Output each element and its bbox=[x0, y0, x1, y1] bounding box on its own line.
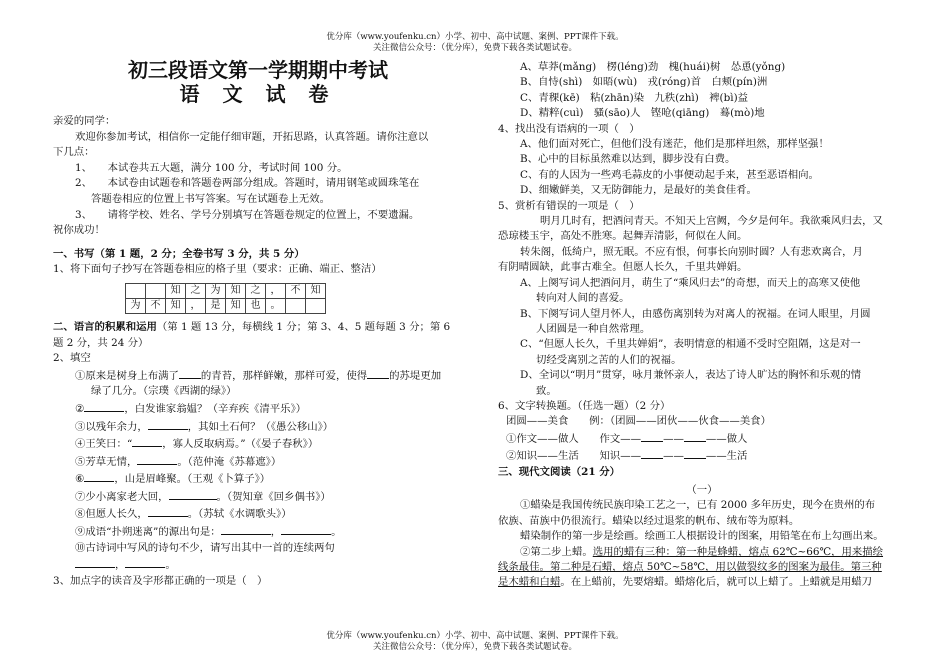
answer-blank bbox=[684, 447, 706, 459]
grid-cell bbox=[306, 298, 326, 313]
answer-blank bbox=[148, 418, 188, 430]
page-header bbox=[0, 32, 950, 54]
passage-para-1-step-1: 蜡染制作的第一步是绘画。绘画工人根据设计的图案，用铅笔在布上勾画出来。 bbox=[520, 530, 884, 543]
grid-cell: 不 bbox=[286, 283, 306, 298]
fill-8-text-b: 。（苏轼《水调歌头》） bbox=[187, 508, 292, 521]
q5-option-d-continued: 致。 bbox=[536, 384, 557, 397]
writing-grid bbox=[125, 283, 326, 314]
fill-4 bbox=[53, 435, 473, 453]
fill-1-text-b: 的青苔，那样鲜嫩，那样可爱，使得 bbox=[200, 369, 368, 382]
section-2-heading-bold: 二、语言的积累和运用 bbox=[53, 320, 157, 333]
grid-cell: 不 bbox=[146, 298, 166, 313]
grid-row-1 bbox=[126, 283, 326, 298]
grid-cell: 知 bbox=[166, 298, 186, 313]
fill-9-text-b: ， bbox=[270, 526, 282, 539]
fill-5-text-a: ⑤芳草无情， bbox=[75, 455, 138, 468]
header-line-2: 关注微信公众号：（优分库），免费下载各类试题试卷。 bbox=[372, 43, 577, 53]
q3-option-b: B、自恃(shì) 如晤(wù) 戎(róng)首 白颊(pín)洲 bbox=[520, 76, 768, 89]
grid-cell bbox=[146, 283, 166, 298]
fill-2 bbox=[53, 400, 473, 418]
q4-option-a: A、他们面对死亡，但他们没有迷茫，他们是那样坦然，那样坚强！ bbox=[520, 138, 829, 151]
poem-line-2: 恐琼楼玉宇，高处不胜寒。起舞弄清影，何似在人间。 bbox=[498, 230, 748, 243]
fill-1-text-c: 的苏堤更加 bbox=[389, 369, 442, 382]
q5-option-a: A、上阕写词人把酒问月，萌生了“乘风归去”的奇想，而天上的高寒又使他 bbox=[520, 276, 861, 289]
fill-3-text-b: ，其如土石何？（《愚公移山》） bbox=[187, 420, 334, 433]
fill-9-text-c: 。 bbox=[331, 526, 342, 539]
answer-blank bbox=[684, 430, 706, 442]
greeting: 亲爱的同学： bbox=[53, 115, 116, 127]
q5-option-c: C、“但愿人长久，千里共婵娟”，表明情意的相通不受时空阻隔，这是对一 bbox=[520, 338, 861, 351]
section-2-heading bbox=[53, 320, 473, 336]
answer-blank bbox=[179, 367, 201, 379]
question-4: 4、找出没有语病的一项（ ） bbox=[498, 122, 640, 135]
answer-blank bbox=[641, 430, 663, 442]
grid-cell: 之 bbox=[246, 283, 266, 298]
intro-line-2: 下几点： bbox=[53, 146, 95, 159]
question-5: 5、赏析有错误的一项是（ ） bbox=[498, 199, 640, 212]
answer-blank bbox=[137, 453, 177, 465]
q5-option-b: B、下阕写词人望月怀人，由感伤离别转为对离人的祝福。在词人眼里，月圆 bbox=[520, 307, 871, 320]
fill-4-text-a: ④王笑曰：“ bbox=[75, 438, 133, 451]
note-2: 2、 本试卷由试题卷和答题卷两部分组成。答题时，请用钢笔或圆珠笔在 bbox=[75, 177, 420, 190]
q6-item-2-text-a: ②知识——生活 知识—— bbox=[506, 450, 642, 463]
grid-cell bbox=[126, 283, 146, 298]
note-2-continued: 答题卷相应的位置上书写答案。写在试题卷上无效。 bbox=[91, 192, 330, 205]
fill-9 bbox=[53, 523, 473, 541]
passage-para-2-tail: 。在上蜡前，先要熔蜡。蜡熔化后，就可以上蜡了。上蜡就是用蜡刀 bbox=[560, 576, 873, 589]
fill-10: ⑩古诗词中写风的诗句不少，请写出其中一首的连续两句 bbox=[75, 541, 335, 554]
q6-item-1-text-a: ①作文——做人 作文—— bbox=[506, 432, 642, 445]
grid-cell: 知 bbox=[226, 298, 246, 313]
poem-line-4: 有阴晴圆缺，此事古难全。但愿人长久，千里共婵娟。 bbox=[498, 261, 748, 274]
header-line-1: 优分库（www.youfenku.cn）小学、初中、高中试题、案例、PPT课件下载。 bbox=[326, 32, 624, 42]
grid-cell: 是 bbox=[206, 298, 226, 313]
q6-item-2-text-b: —— bbox=[663, 450, 684, 463]
grid-cell: 知 bbox=[306, 283, 326, 298]
q4-option-b: B、心中的目标虽然难以达到，脚步没有白费。 bbox=[520, 153, 736, 166]
exam-subtitle: 语 文 试 卷 bbox=[179, 82, 337, 106]
answer-blank bbox=[84, 400, 124, 412]
fill-5-text-b: 。（范仲淹《苏幕遮》） bbox=[177, 455, 282, 468]
fill-6-text-a: ⑥ bbox=[75, 473, 85, 486]
q3-option-c: C、青稞(kē) 粘(zhān)染 九秩(zhì) 裨(bì)益 bbox=[520, 91, 749, 104]
page-footer bbox=[0, 631, 950, 653]
fill-4-text-b: ，寡人反取病焉。”（《晏子春秋》） bbox=[162, 438, 319, 451]
poem-line-1: 明月几时有，把酒问青天。不知天上宫阙，今夕是何年。我欲乘风归去，又 bbox=[540, 215, 883, 228]
q3-option-a: A、草莽(mǎng) 楞(léng)劲 槐(huái)树 怂恿(yǒng) bbox=[520, 61, 786, 73]
fill-5 bbox=[53, 453, 473, 471]
grid-cell: 。 bbox=[266, 298, 286, 313]
grid-row-2 bbox=[126, 298, 326, 313]
q6-example: 团圆——美食 例：（团圆——团伙——伙食——美食） bbox=[506, 415, 771, 428]
answer-blank bbox=[281, 523, 331, 535]
fill-10-text-c: 。 bbox=[165, 559, 176, 572]
answer-blank bbox=[125, 556, 165, 568]
passage-para-1-continued: 依族、苗族中仍很流行。蜡染以经过退浆的帆布、绒布等为原料。 bbox=[498, 514, 800, 527]
note-3: 3、 请将学校、姓名、学号分别填写在答题卷规定的位置上，不要遗漏。 bbox=[75, 208, 420, 221]
passage-underlined-text: 线条最佳。第二种是石蜡，熔点 50℃~58℃，用以做裂纹多的图案为最佳。第三种 bbox=[498, 561, 882, 573]
fill-8 bbox=[53, 505, 473, 523]
passage-para-2 bbox=[498, 545, 906, 560]
grid-cell: 知 bbox=[166, 283, 186, 298]
fill-9-text-a: ⑨成语“扑朔迷离”的源出句是： bbox=[75, 526, 221, 539]
question-6: 6、文字转换题。（任选一题）（2 分） bbox=[498, 399, 671, 412]
grid-cell: ， bbox=[186, 298, 206, 313]
answer-blank bbox=[221, 523, 271, 535]
passage-para-2-line-3 bbox=[498, 575, 906, 590]
answer-blank bbox=[148, 505, 188, 517]
fill-1 bbox=[53, 367, 473, 385]
passage-underlined-text: 是木蜡和白蜡 bbox=[498, 576, 561, 589]
intro-line-1: 欢迎你参加考试，相信你一定能仔细审题，开拓思路，认真答题。请你注意以 bbox=[75, 130, 429, 143]
fill-6 bbox=[53, 470, 473, 488]
q4-option-c: C、有的人因为一些鸡毛蒜皮的小事便动起手来，甚至恶语相向。 bbox=[520, 168, 819, 181]
q6-item-2-text-c: ——生活 bbox=[705, 450, 748, 463]
fill-6-text-b: ，山是眉峰聚。（王观《卜算子》） bbox=[114, 473, 271, 486]
left-column bbox=[53, 58, 473, 589]
q5-option-a-continued: 转向对人间的喜爱。 bbox=[536, 292, 630, 305]
poem-line-3: 转朱阁，低绮户，照无眠。不应有恨，何事长向别时圆？人有悲欢离合，月 bbox=[520, 245, 863, 258]
fill-3 bbox=[53, 418, 473, 436]
q6-item-1 bbox=[498, 430, 906, 447]
fill-7-text-a: ⑦少小离家老大回， bbox=[75, 490, 169, 503]
grid-cell: 之 bbox=[186, 283, 206, 298]
q5-option-b-continued: 人团圆是一种自然常理。 bbox=[536, 322, 651, 335]
q6-item-1-text-c: ——做人 bbox=[705, 432, 748, 445]
fill-2-text: ，白发谁家翁媪？（辛弃疾《清平乐》） bbox=[124, 402, 307, 415]
fill-7-text-b: 。（贺知章《回乡偶书》） bbox=[216, 490, 331, 503]
grid-cell bbox=[286, 298, 306, 313]
answer-blank bbox=[367, 367, 389, 379]
footer-line-2: 关注微信公众号：（优分库），免费下载各类试题试卷。 bbox=[372, 642, 577, 652]
passage-number: （一） bbox=[686, 483, 718, 496]
note-1: 1、 本试卷共五大题，满分 100 分，考试时间 100 分。 bbox=[75, 161, 348, 174]
grid-cell: 为 bbox=[126, 298, 146, 313]
fill-7 bbox=[53, 488, 473, 506]
section-2-heading-rest: （第 1 题 13 分，每横线 1 分；第 3、4、5 题每题 3 分；第 6 bbox=[156, 320, 451, 333]
fill-1-text-a: ①原来是树身上布满了 bbox=[75, 369, 179, 382]
q3-option-d: D、精粹(cuì) 骚(sāo)人 铿呛(qiāng) 蓦(mò)地 bbox=[520, 107, 765, 120]
answer-blank bbox=[132, 435, 162, 447]
passage-para-1: ①蜡染是我国传统民族印染工艺之一，已有 2000 多年历史，现今在贵州的布 bbox=[520, 499, 876, 512]
section-2-heading-line-2: 题 2 分，共 24 分） bbox=[53, 336, 149, 349]
right-column bbox=[498, 60, 906, 591]
section-3-heading: 三、现代文阅读（21 分） bbox=[498, 465, 620, 478]
q5-option-c-continued: 切经受离别之苦的人们的祝福。 bbox=[536, 353, 682, 366]
grid-cell: ， bbox=[266, 283, 286, 298]
footer-line-1: 优分库（www.youfenku.cn）小学、初中、高中试题、案例、PPT课件下载。 bbox=[326, 631, 624, 641]
fill-3-text-a: ③以残年余力， bbox=[75, 420, 148, 433]
passage-para-2-line-2 bbox=[498, 560, 906, 575]
fill-10-blanks bbox=[53, 556, 473, 574]
circled-number: ② bbox=[75, 402, 85, 415]
fill-1-continued: 绿了几分。（宗璞《西湖的绿》） bbox=[91, 385, 237, 398]
q5-option-d: D、全词以“明月”贯穿，咏月兼怀亲人，表达了诗人旷达的胸怀和乐观的情 bbox=[520, 369, 862, 382]
answer-blank bbox=[84, 470, 114, 482]
fill-8-text-a: ⑧但愿人长久， bbox=[75, 508, 148, 521]
exam-title: 初三段语文第一学期期中考试 bbox=[128, 58, 388, 82]
section-1-heading: 一、书写（第 1 题，2 分；全卷书写 3 分，共 5 分） bbox=[53, 247, 305, 260]
grid-cell: 也 bbox=[246, 298, 266, 313]
answer-blank bbox=[641, 447, 663, 459]
q4-option-d: D、细嫩鲜美，又无防御能力，是最好的美食佳肴。 bbox=[520, 184, 757, 197]
question-2-label: 2、填空 bbox=[53, 352, 91, 365]
grid-cell: 知 bbox=[226, 283, 246, 298]
question-3: 3、加点字的读音及字形都正确的一项是（ ） bbox=[53, 574, 268, 587]
answer-blank bbox=[169, 488, 217, 500]
q6-item-1-text-b: —— bbox=[663, 432, 684, 445]
passage-para-2-text: ②第二步上蜡。 bbox=[520, 545, 593, 558]
grid-cell: 为 bbox=[206, 283, 226, 298]
q6-item-2 bbox=[498, 447, 906, 464]
passage-underlined-text: 选用的蜡有三种：第一种是蜂蜡，熔点 62℃~66℃，用来描绘 bbox=[592, 545, 884, 558]
fill-10-text-b: ， bbox=[115, 559, 126, 572]
answer-blank bbox=[75, 556, 115, 568]
section-1-question-1: 1、将下面句子抄写在答题卷相应的格子里（要求：正确、端正、整洁） bbox=[53, 263, 382, 276]
wish: 祝你成功！ bbox=[53, 224, 105, 237]
